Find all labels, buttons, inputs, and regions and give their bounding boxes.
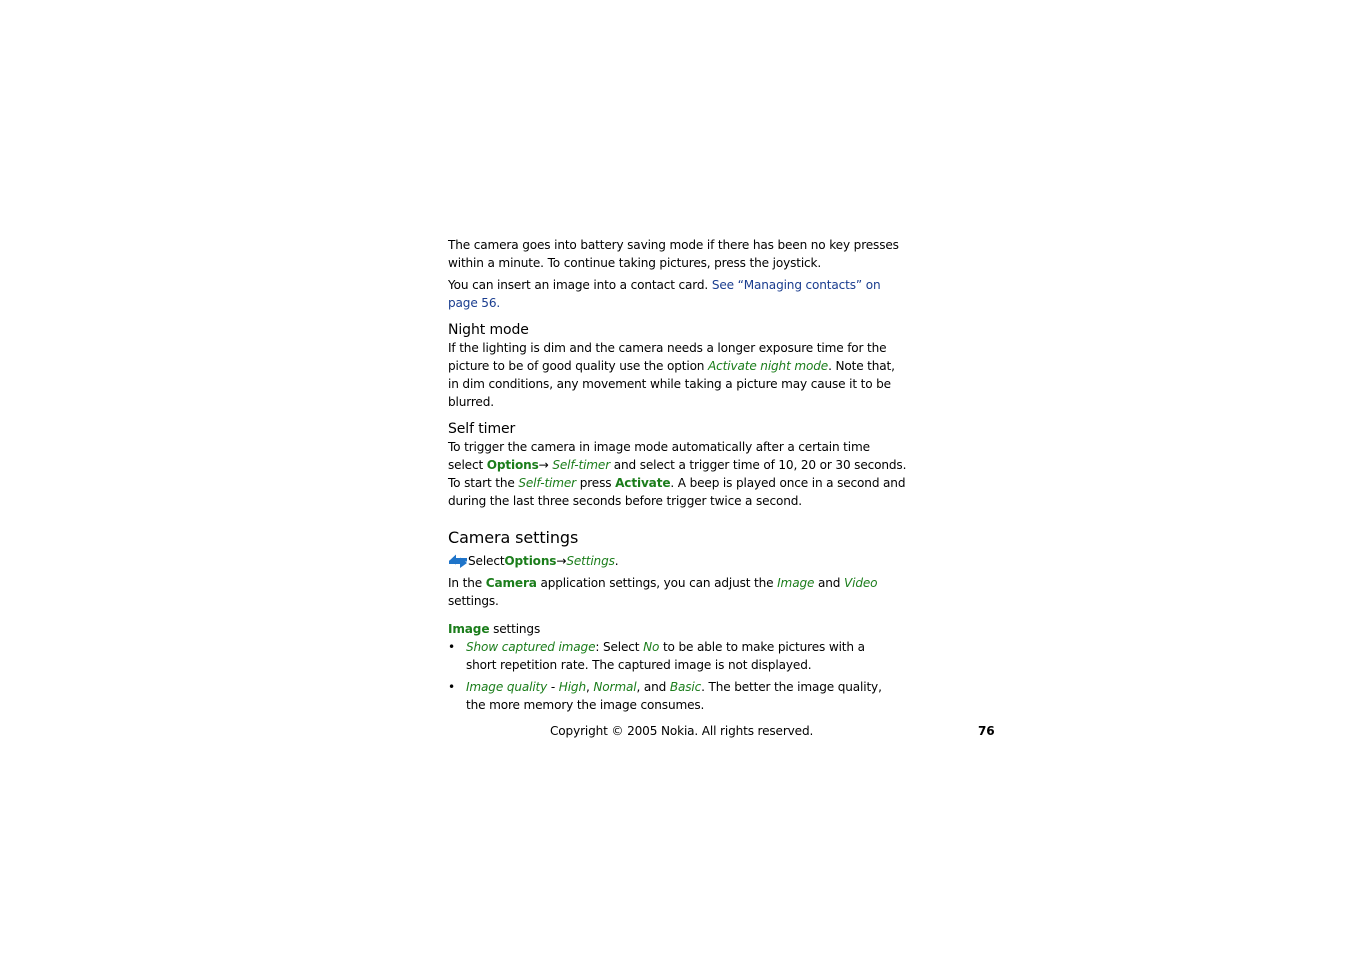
item-text: . The better the image quality, the more memory the image consumes. xyxy=(466,680,882,712)
arrow-glyph-2: → xyxy=(556,554,567,568)
activate-label: Activate xyxy=(615,476,671,490)
page-content xyxy=(448,236,908,714)
normal-value: Normal xyxy=(593,680,637,694)
intro-text-3: and xyxy=(814,576,844,590)
options-label-2: Options xyxy=(504,554,557,568)
select-text: Select xyxy=(468,554,505,568)
item-text: - xyxy=(547,680,559,694)
high-value: High xyxy=(558,680,586,694)
copyright-text: Copyright © 2005 Nokia. All rights reserved. xyxy=(550,724,814,738)
self-timer-text-1: To trigger the camera in image mode automatically after a certain time select xyxy=(448,440,870,472)
night-mode-text-1: If the lighting is dim and the camera needs a longer exposure time for the picture to be of good quality use the option xyxy=(448,341,887,373)
self-timer-option-2: Self-timer xyxy=(518,476,577,490)
item-text: , xyxy=(585,680,594,694)
image-settings-heading-rest: settings xyxy=(489,622,541,636)
arrow-glyph: → xyxy=(538,458,553,472)
camera-settings-intro xyxy=(448,574,908,610)
image-quality-option: Image quality xyxy=(466,680,548,694)
navigation-arrows-icon xyxy=(448,553,468,569)
camera-settings-heading: Camera settings xyxy=(448,528,579,547)
contact-paragraph xyxy=(448,276,908,312)
self-timer-text-4: . A beep is played once in a second and during the last three seconds before trigger twice a second. xyxy=(448,476,906,508)
night-mode-paragraph xyxy=(448,339,908,411)
list-item xyxy=(448,678,886,714)
item-text: , and xyxy=(636,680,670,694)
no-value: No xyxy=(643,640,660,654)
self-timer-text-3: press xyxy=(576,476,616,490)
self-timer-option: Self-timer xyxy=(552,458,611,472)
select-options-settings-line xyxy=(448,552,908,570)
item-text: : Select xyxy=(595,640,644,654)
image-settings-heading xyxy=(448,620,908,638)
night-mode-heading: Night mode xyxy=(448,322,529,338)
activate-night-mode-option: Activate night mode xyxy=(708,359,829,373)
item-text: to be able to make pictures with a short repetition rate. The captured image is not displayed. xyxy=(466,640,865,672)
list-item xyxy=(448,638,886,674)
basic-value: Basic xyxy=(669,680,702,694)
options-label: Options xyxy=(486,458,539,472)
settings-option: Settings xyxy=(566,554,615,568)
video-option: Video xyxy=(843,576,878,590)
bullet: • xyxy=(448,680,455,694)
show-captured-image-option: Show captured image xyxy=(466,640,596,654)
self-timer-heading: Self timer xyxy=(448,421,516,437)
self-timer-text-2: and select a trigger time of 10, 20 or 30 seconds. To start the xyxy=(448,458,907,490)
camera-label: Camera xyxy=(485,576,537,590)
contact-text: You can insert an image into a contact card. xyxy=(448,278,712,292)
bullet: • xyxy=(448,640,455,654)
page-number: 76 xyxy=(978,724,995,738)
intro-text-2: application settings, you can adjust the xyxy=(536,576,778,590)
self-timer-paragraph xyxy=(448,438,908,510)
battery-paragraph: The camera goes into battery saving mode if there has been no key presses within a minute. To continue taking pictures, press the joystick. xyxy=(448,238,899,270)
intro-text-4: settings. xyxy=(448,594,499,608)
period: . xyxy=(614,554,619,568)
image-option: Image xyxy=(777,576,815,590)
intro-text-1: In the xyxy=(448,576,486,590)
managing-contacts-link[interactable]: See “Managing contacts” on page 56. xyxy=(448,278,881,310)
night-mode-text-2: . Note that, in dim conditions, any movement while taking a picture may cause it to be blurred. xyxy=(448,359,895,409)
image-settings-list xyxy=(448,638,908,714)
image-settings-heading-green: Image xyxy=(448,622,490,636)
